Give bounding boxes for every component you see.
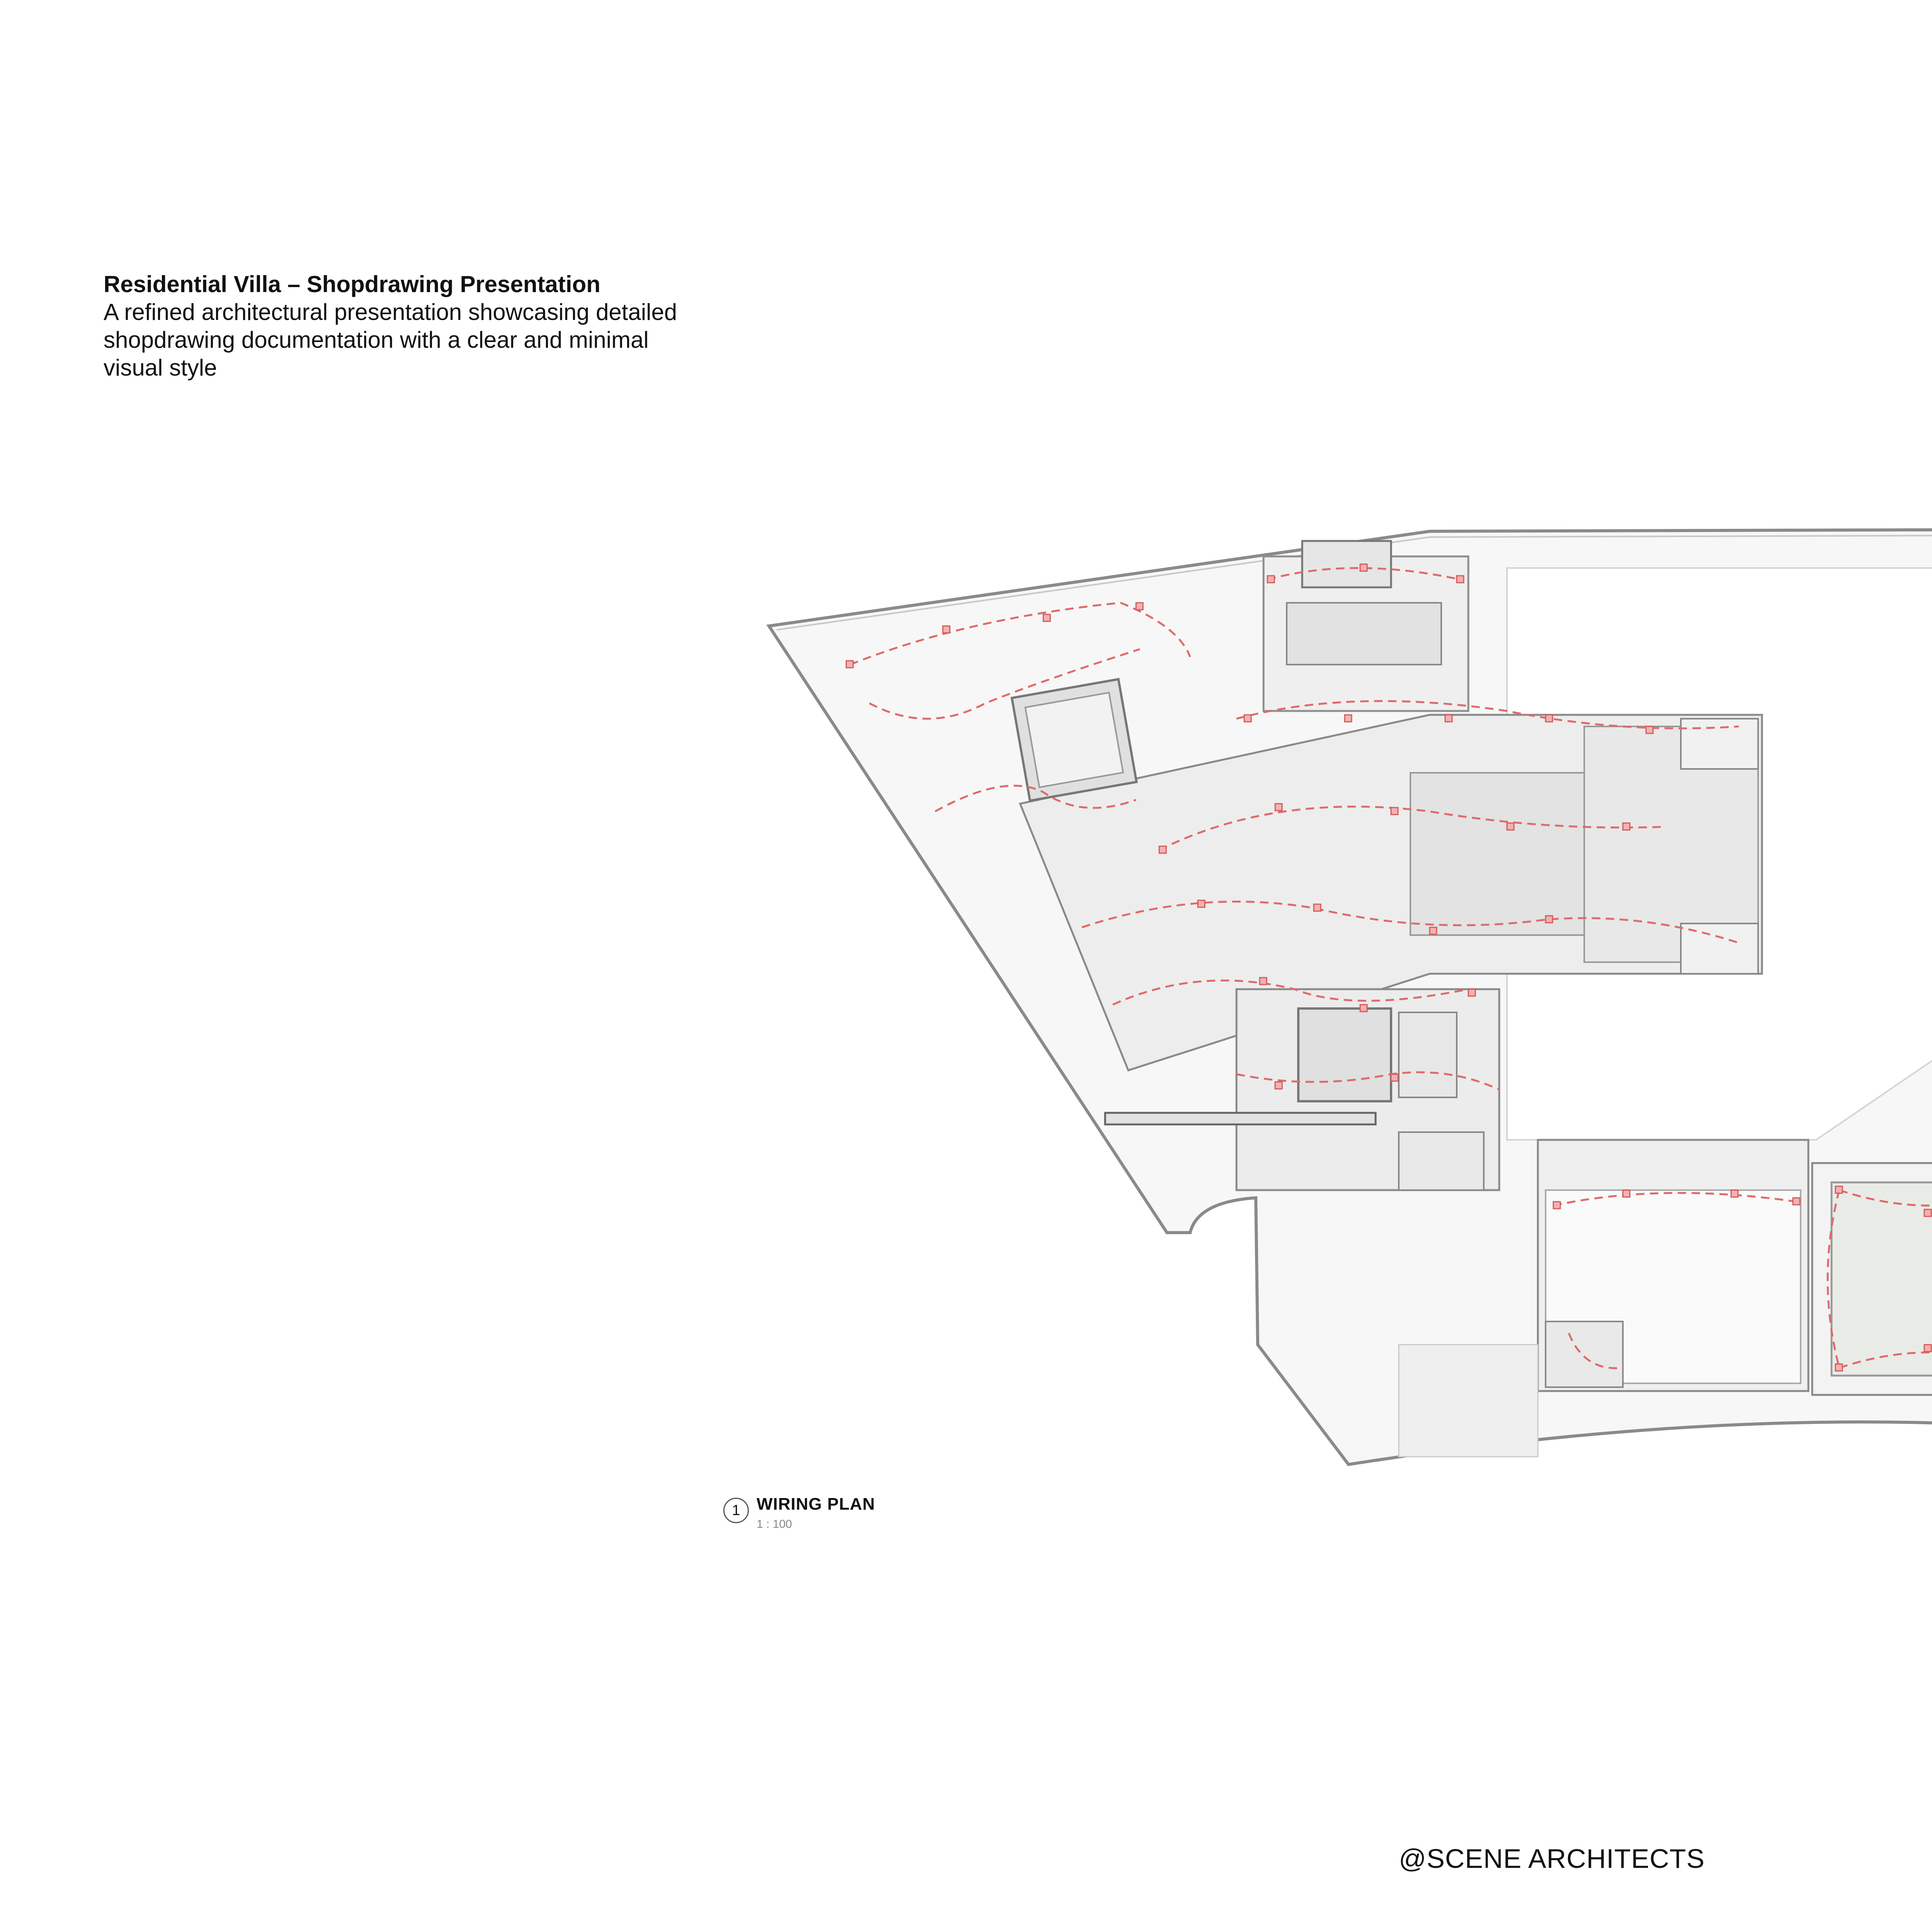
garden-plot (1399, 1345, 1538, 1457)
footer-credit: @SCENE ARCHITECTS (1399, 1844, 1705, 1874)
drawing-number: 1 (723, 1498, 749, 1523)
page-subtitle: A refined architectural presentation showcasing detailed shopdrawing documentation with a clear and minimal visual style (104, 299, 677, 381)
drawing-title: WIRING PLAN (757, 1495, 875, 1514)
wiring-plan-drawing (757, 518, 1932, 1476)
page-title: Residential Villa – Shopdrawing Presentation (104, 271, 600, 297)
header (104, 270, 683, 382)
drawing-caption (723, 1495, 1071, 1533)
drawing-scale: 1 : 100 (757, 1518, 792, 1531)
